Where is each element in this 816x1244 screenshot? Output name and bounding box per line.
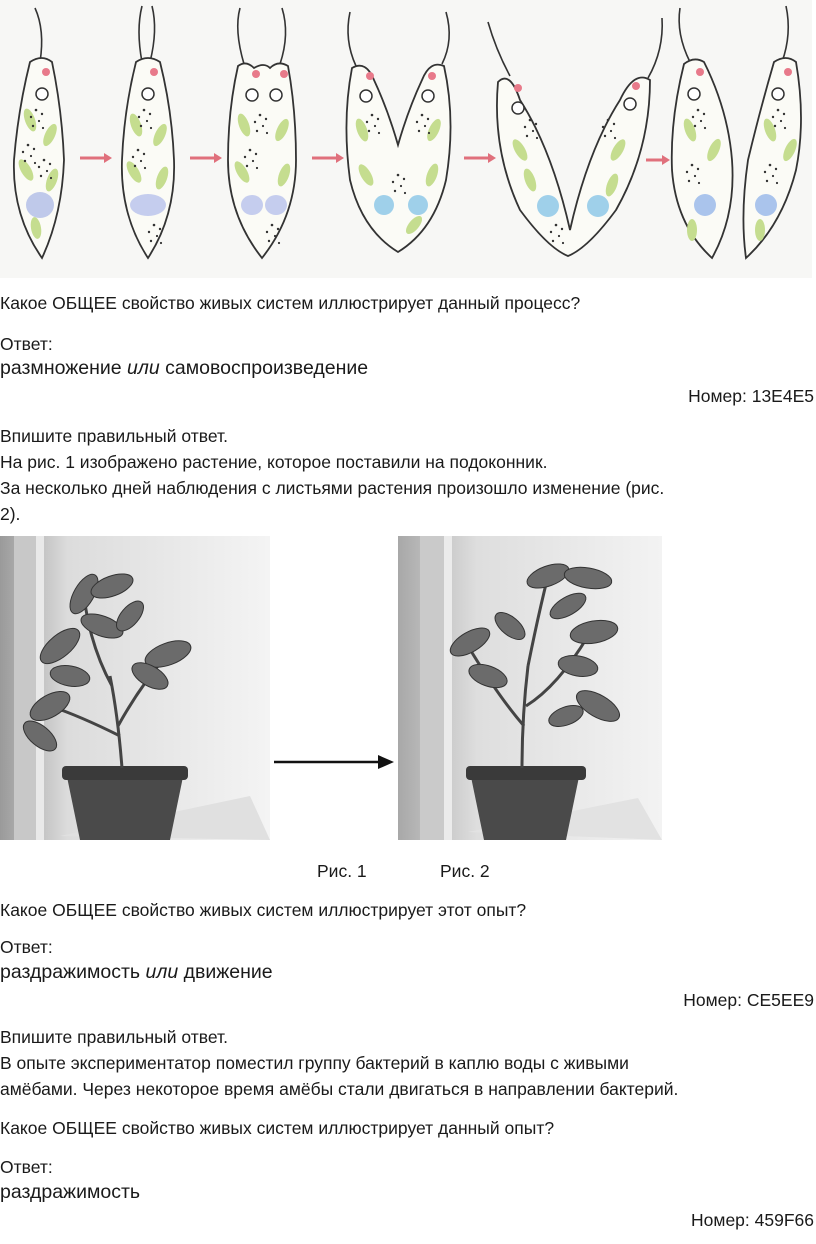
q3-instruction: Впишите правильный ответ. bbox=[0, 1027, 228, 1047]
q1-question: Какое ОБЩЕЕ свойство живых систем иллюстрирует данный процесс? bbox=[0, 293, 581, 313]
euglena-division-figure bbox=[0, 0, 812, 278]
q3-text-line1: В опыте экспериментатор поместил группу бактерий в каплю воды с живыми bbox=[0, 1053, 629, 1073]
fig2-caption: Рис. 2 bbox=[440, 861, 490, 881]
q2-answer-part1: раздражимость bbox=[0, 961, 141, 983]
q2-text-line1: На рис. 1 изображено растение, которое поставили на подоконник. bbox=[0, 452, 548, 472]
q2-answer-or: или bbox=[145, 961, 179, 983]
euglena-cell-6b bbox=[743, 6, 801, 258]
q2-answer-label: Ответ: bbox=[0, 937, 53, 957]
q2-answer-part2: движение bbox=[183, 961, 273, 983]
q1-answer-part2: самовоспроизведение bbox=[165, 357, 369, 379]
q1-answer-or: или bbox=[127, 357, 160, 379]
q2-text-line3: 2). bbox=[0, 504, 21, 524]
euglena-cell-3 bbox=[228, 8, 296, 258]
q2-answer bbox=[0, 960, 273, 984]
q3-number: Номер: 459F66 bbox=[691, 1210, 814, 1230]
q3-question: Какое ОБЩЕЕ свойство живых систем иллюстрирует данный опыт? bbox=[0, 1118, 555, 1138]
q1-answer-part1: размножение bbox=[0, 357, 122, 379]
q2-instruction: Впишите правильный ответ. bbox=[0, 426, 228, 446]
plant-figure-1 bbox=[0, 536, 270, 840]
euglena-cell-1 bbox=[14, 8, 64, 258]
q2-text-line2: За несколько дней наблюдения с листьями растения произошло изменение (рис. bbox=[0, 478, 665, 498]
euglena-cell-5 bbox=[488, 18, 662, 256]
q2-number: Номер: CE5EE9 bbox=[683, 990, 814, 1010]
q1-answer-label: Ответ: bbox=[0, 334, 53, 354]
fig1-caption: Рис. 1 bbox=[317, 861, 367, 881]
q1-answer bbox=[0, 356, 368, 380]
euglena-cell-6a bbox=[672, 8, 733, 258]
q3-answer-label: Ответ: bbox=[0, 1157, 53, 1177]
euglena-cell-2 bbox=[122, 6, 174, 258]
q2-question: Какое ОБЩЕЕ свойство живых систем иллюстрирует этот опыт? bbox=[0, 900, 527, 920]
arrow-right-icon bbox=[272, 752, 396, 772]
q1-number: Номер: 13E4E5 bbox=[688, 386, 814, 406]
plant-figure-2 bbox=[398, 536, 662, 840]
euglena-cell-4 bbox=[346, 12, 450, 252]
q3-answer: раздражимость bbox=[0, 1181, 141, 1203]
q3-text-line2: амёбами. Через некоторое время амёбы стали двигаться в направлении бактерий. bbox=[0, 1079, 679, 1099]
